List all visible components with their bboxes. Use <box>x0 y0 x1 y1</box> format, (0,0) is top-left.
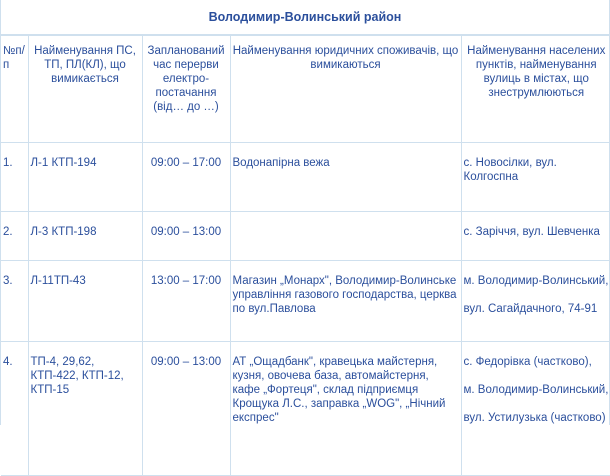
row-substation: Л-1 КТП-194 <box>28 143 142 212</box>
row-num: 4. <box>1 342 28 476</box>
location-line: с. Федорівка (частково), <box>463 356 592 368</box>
row-num: 3. <box>1 261 28 342</box>
row-substation: ТП-4, 29,62, КТП-422, КТП-12, КТП-15 <box>28 342 142 476</box>
outage-table <box>1 35 610 476</box>
row-consumers: Водонапірна вежа <box>230 143 461 212</box>
location-line: с. Заріччя, вул. Шевченка <box>463 226 600 238</box>
row-num: 1. <box>1 143 28 212</box>
row-time: 13:00 – 17:00 <box>142 261 230 342</box>
row-locations <box>461 143 610 212</box>
row-time: 09:00 – 17:00 <box>142 143 230 212</box>
row-consumers: АТ „Ощадбанк", кравецька майстерня, кузня, овочева база, автомайстерня, кафе „Фортеця", склад підприємця Крощука Л.С., заправка „WOG", „Нічний експрес" <box>230 342 461 476</box>
table-row <box>1 212 610 261</box>
row-consumers <box>230 212 461 261</box>
table-row <box>1 342 610 476</box>
location-line: с. Новосілки, вул. Колгоспна <box>463 157 557 183</box>
row-substation: Л-11ТП-43 <box>28 261 142 342</box>
row-consumers: Магазин „Монарх", Володимир-Волинське управління газового господарства, церква по вул.Павлова <box>230 261 461 342</box>
header-locations: Найменування населених пунктів, найменування вулиць в містах, що знеструмлюються <box>461 36 610 143</box>
table-row <box>1 261 610 342</box>
header-substation: Найменування ПС, ТП, ПЛ(КЛ), що вимикається <box>28 36 142 143</box>
row-substation: Л-3 КТП-198 <box>28 212 142 261</box>
location-line: м. Володимир-Волинський, <box>463 275 609 287</box>
header-time: Запланований час перерви електро-постачання (від… до …) <box>142 36 230 143</box>
location-line: м. Володимир-Волинський, <box>463 384 609 396</box>
header-consumers: Найменування юридичних споживачів, що вимикаються <box>230 36 461 143</box>
district-title: Володимир-Волинський район <box>1 0 609 35</box>
table-header-row <box>1 36 610 143</box>
row-time: 09:00 – 13:00 <box>142 342 230 476</box>
table-row <box>1 143 610 212</box>
row-locations <box>461 342 610 476</box>
row-num: 2. <box>1 212 28 261</box>
location-line: вул. Устилузька (частково) <box>463 412 606 424</box>
row-locations <box>461 261 610 342</box>
row-time: 09:00 – 13:00 <box>142 212 230 261</box>
header-num: №п/п <box>1 36 28 143</box>
row-locations <box>461 212 610 261</box>
location-line: вул. Сагайдачного, 74-91 <box>463 303 598 315</box>
